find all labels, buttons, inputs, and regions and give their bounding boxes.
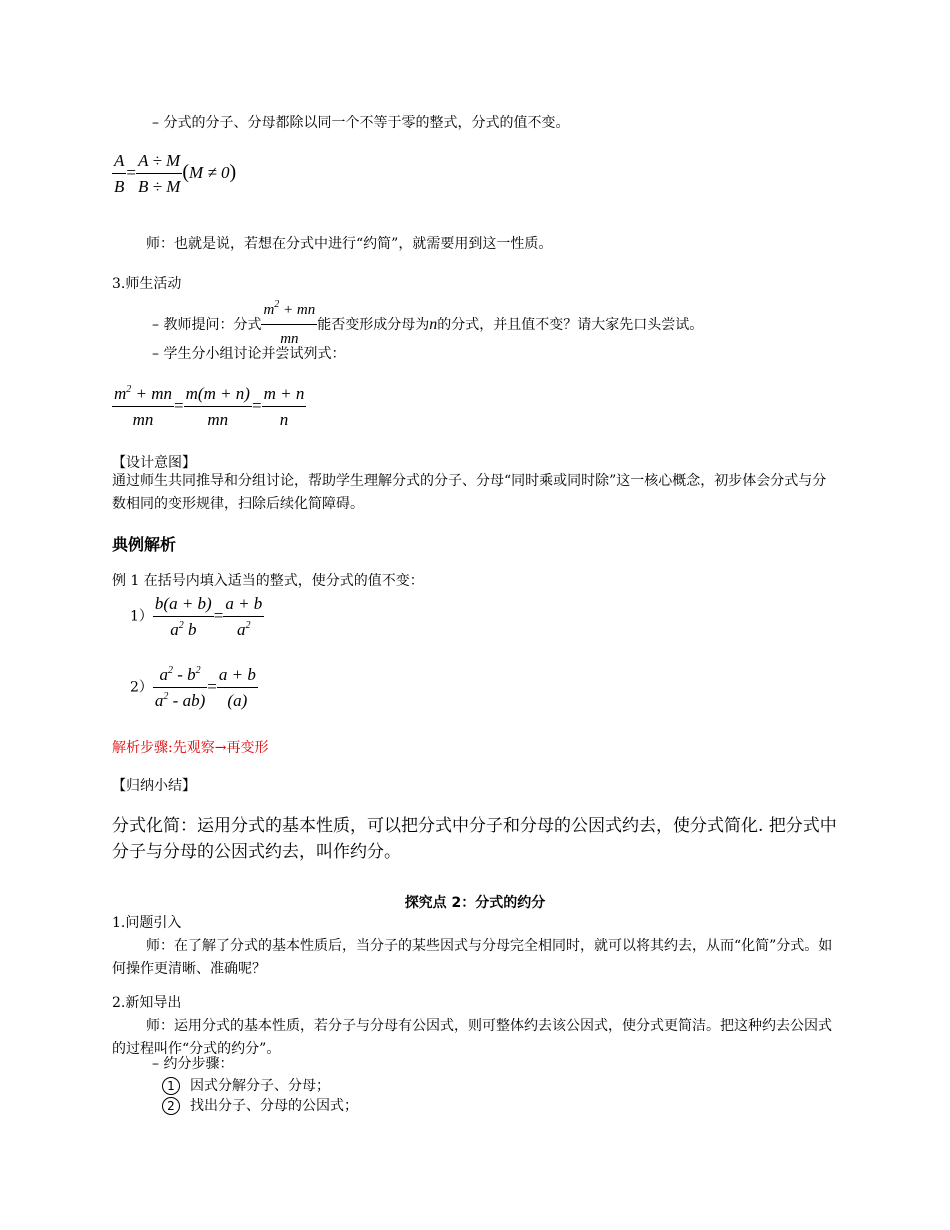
item2-rhs-num: a + b	[217, 665, 258, 688]
work-f2-den: mn	[207, 410, 229, 429]
item1-lhs-den: $a^2$ b	[170, 620, 197, 639]
question-suffix: 的分式，并且值不变？请大家先口头尝试。	[437, 317, 704, 333]
item1-label: 1）	[130, 608, 153, 625]
item2-label: 2）	[130, 679, 153, 696]
step-number-icon: 2	[162, 1097, 180, 1115]
question-var: n	[429, 316, 438, 333]
design-text: 通过师生共同推导和分组讨论，帮助学生理解分式的分子、分母“同时乘或同时除”这一核心概念，初步体会分式与分数相同的变形规律，扫除后续化简障碍。	[112, 473, 827, 512]
step-text: 因式分解分子、分母；	[190, 1078, 330, 1094]
student-work-formula: $\frac{m^2 + mn}{mn}$ = $\frac{m(m + n)}{mn}$ = $\frac{m + n}{n}$	[114, 384, 305, 429]
work-f2-num: m(m + n)	[184, 384, 252, 407]
item2-lhs-num: $a^2 - b^2$	[153, 665, 207, 688]
formula-eq: =	[126, 162, 136, 182]
work-f3-num: m + n	[262, 384, 307, 407]
work-f3-den: n	[279, 410, 289, 429]
question-prefix: – 教师提问：分式	[152, 317, 262, 333]
new-knowledge-title: 2.新知导出	[112, 995, 182, 1011]
analysis-steps: 解析步骤:先观察→再变形	[112, 740, 269, 756]
examples-heading: 典例解析	[112, 535, 177, 554]
design-label: 【设计意图】	[112, 455, 196, 471]
formula-rhs-num: A ÷ M	[136, 151, 182, 174]
explore2-title: 探究点 2：分式的约分	[404, 895, 546, 911]
example-item-2: 2） $\frac{a^2 - b^2}{a^2 - ab)}$ = $\frac{a + b}{(a)}$	[130, 665, 256, 710]
question-intro-title: 1.问题引入	[112, 915, 182, 931]
question-frac-num: $m^2$ + mn	[261, 299, 317, 325]
formula-lhs-num: A	[112, 151, 126, 174]
step-item	[162, 1095, 358, 1118]
formula-divide: $\frac{A}{B}$ = $\frac{A \div M}{B \div M}$ (M ≠ 0)	[114, 151, 237, 196]
example-item-1: 1） $\frac{b(a + b)}{a^2 b}$ = $\frac{a + b}{a^2}$	[130, 594, 263, 639]
work-f1-den: mn	[132, 410, 154, 429]
item2-lhs-den: $a^2 - ab$)	[154, 691, 206, 710]
new-knowledge-text: 师：运用分式的基本性质，若分子与分母有公因式，则可整体约去该公因式，使分式更简洁。把这种约去公因式的过程叫作“分式的约分”。	[112, 1018, 832, 1057]
example-intro: 例 1 在括号内填入适当的整式，使分式的值不变：	[112, 573, 424, 589]
work-f1-num: $m^2$ + mn	[112, 384, 174, 407]
teacher-say: 师：也就是说，若想在分式中进行“约简”，就需要用到这一性质。	[146, 236, 553, 252]
step-number-icon: 1	[162, 1077, 180, 1095]
formula-rhs-den: B ÷ M	[137, 177, 181, 196]
formula-lhs-den: B	[114, 177, 125, 196]
summary-label: 【归纳小结】	[112, 778, 196, 794]
activity-title: 3.师生活动	[112, 276, 182, 292]
step-text: 找出分子、分母的公因式；	[190, 1098, 358, 1114]
question-frac-den: mn	[280, 331, 299, 347]
question-suffix-pre: 能否变形成分母为	[317, 317, 430, 333]
bullet-divide-rule: – 分式的分子、分母都除以同一个不等于零的整式，分式的值不变。	[152, 115, 570, 131]
item2-rhs-den: (a)	[227, 691, 248, 710]
item1-lhs-num: b(a + b)	[153, 594, 214, 617]
steps-label: – 约分步骤：	[152, 1056, 234, 1072]
item1-rhs-num: a + b	[223, 594, 264, 617]
item1-rhs-den: $a^2$	[237, 620, 251, 639]
bullet-student: – 学生分小组讨论并尝试列式：	[152, 346, 346, 362]
summary-text: 分式化简：运用分式的基本性质，可以把分式中分子和分母的公因式约去，使分式简化. 把分式中分子与分母的公因式约去，叫作约分。	[112, 816, 837, 862]
question-intro-text: 师：在了解了分式的基本性质后，当分子的某些因式与分母完全相同时，就可以将其约去，从而“化简”分式。如何操作更清晰、准确呢？	[112, 938, 833, 977]
formula-condition: M ≠ 0	[189, 162, 230, 182]
